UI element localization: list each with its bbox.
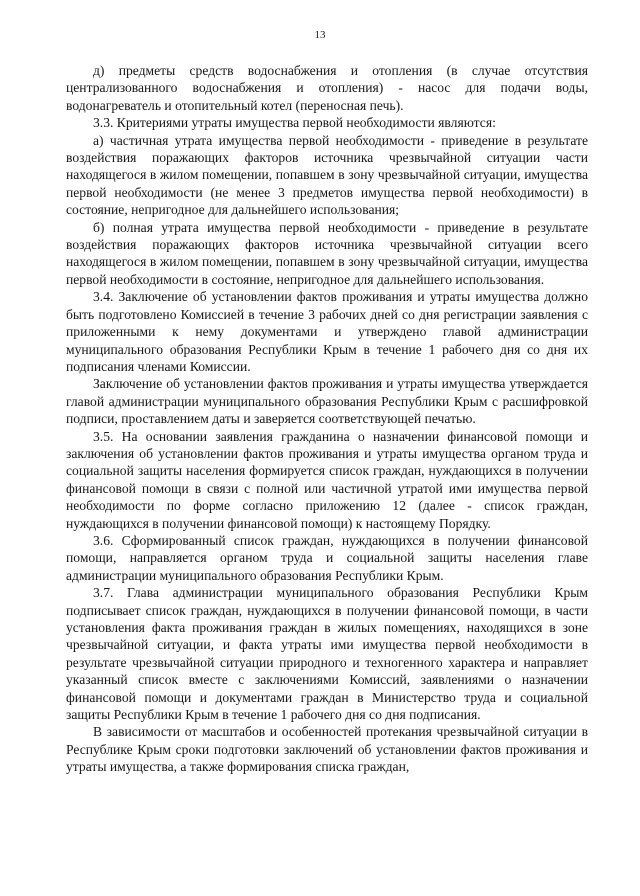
- paragraph-conclusion-approval: Заключение об установлении фактов проживания и утраты имущества утверждается главой администрации муниципального образования Республики Крым с расшифровкой подписи, проставлением даты и заверяется соответствующей печатью.: [66, 376, 588, 427]
- paragraph-3-6: 3.6. Сформированный список граждан, нуждающихся в получении финансовой помощи, направляется органом труда и социальной защиты населения главе администрации муниципального образования Республики Крым.: [66, 532, 588, 583]
- paragraph-item-d: д) предметы средств водоснабжения и отопления (в случае отсутствия централизованного водоснабжения и отопления) - насос для подачи воды, водонагреватель и отопительный котел (переносная печь).: [66, 63, 588, 113]
- paragraph-deadlines: В зависимости от масштабов и особенностей протекания чрезвычайной ситуации в Республике Крым сроки подготовки заключений об установлении фактов проживания и утраты имущества, а также формирования списка граждан,: [66, 724, 588, 775]
- paragraph-3-7: 3.7. Глава администрации муниципального образования Республики Крым подписывает список граждан, нуждающихся в получении финансовой помощи, в части установления факта проживания граждан в жилых помещениях, находящихся в зоне чрезвычайной ситуации, и факта утраты ими имущества первой необходимости в результате чрезвычайной ситуации природного и техногенного характера и направляет указанный список вместе с заключениями Комиссий, заявлениями о назначении финансовой помощи и документами граждан в Министерство труда и социальной защиты Республики Крым в течение 1 рабочего дня со дня подписания.: [66, 585, 588, 723]
- paragraph-3-5: 3.5. На основании заявления гражданина о назначении финансовой помощи и заключения об установлении фактов проживания и утраты имущества органом труда и социальной защиты населения формируется список граждан, нуждающихся в получении финансовой помощи в связи с полной или частичной утратой ими имущества первой необходимости по форме согласно приложению 12 (далее - список граждан, нуждающихся в получении финансовой помощи) к настоящему Порядку.: [66, 428, 588, 531]
- paragraph-item-b: б) полная утрата имущества первой необходимости - приведение в результате воздействия поражающих факторов источника чрезвычайной ситуации всего находящегося в жилом помещении, попавшем в зону чрезвычайной ситуации, имущества первой необходимости в состояние, непригодное для дальнейшего использования.: [66, 219, 588, 287]
- paragraph-3-3: 3.3. Критериями утраты имущества первой необходимости являются:: [93, 115, 496, 131]
- paragraph-item-a: а) частичная утрата имущества первой необходимости - приведение в результате воздействия поражающих факторов источника чрезвычайной ситуации части находящегося в жилом помещении, попавшем в зону чрезвычайной ситуации, имущества первой необходимости (не менее 3 предметов имущества первой необходимости) в состояние, непригодное для дальнейшего использования;: [66, 132, 588, 218]
- document-body: [66, 62, 588, 776]
- paragraph-3-4: 3.4. Заключение об установлении фактов проживания и утраты имущества должно быть подготовлено Комиссией в течение 3 рабочих дней со дня регистрации заявления с приложенными к нему документами и утверждено главой администрации муниципального образования Республики Крым в течение 1 рабочего дня со дня их подписания членами Комиссии.: [66, 289, 588, 374]
- page-number: 13: [314, 29, 326, 41]
